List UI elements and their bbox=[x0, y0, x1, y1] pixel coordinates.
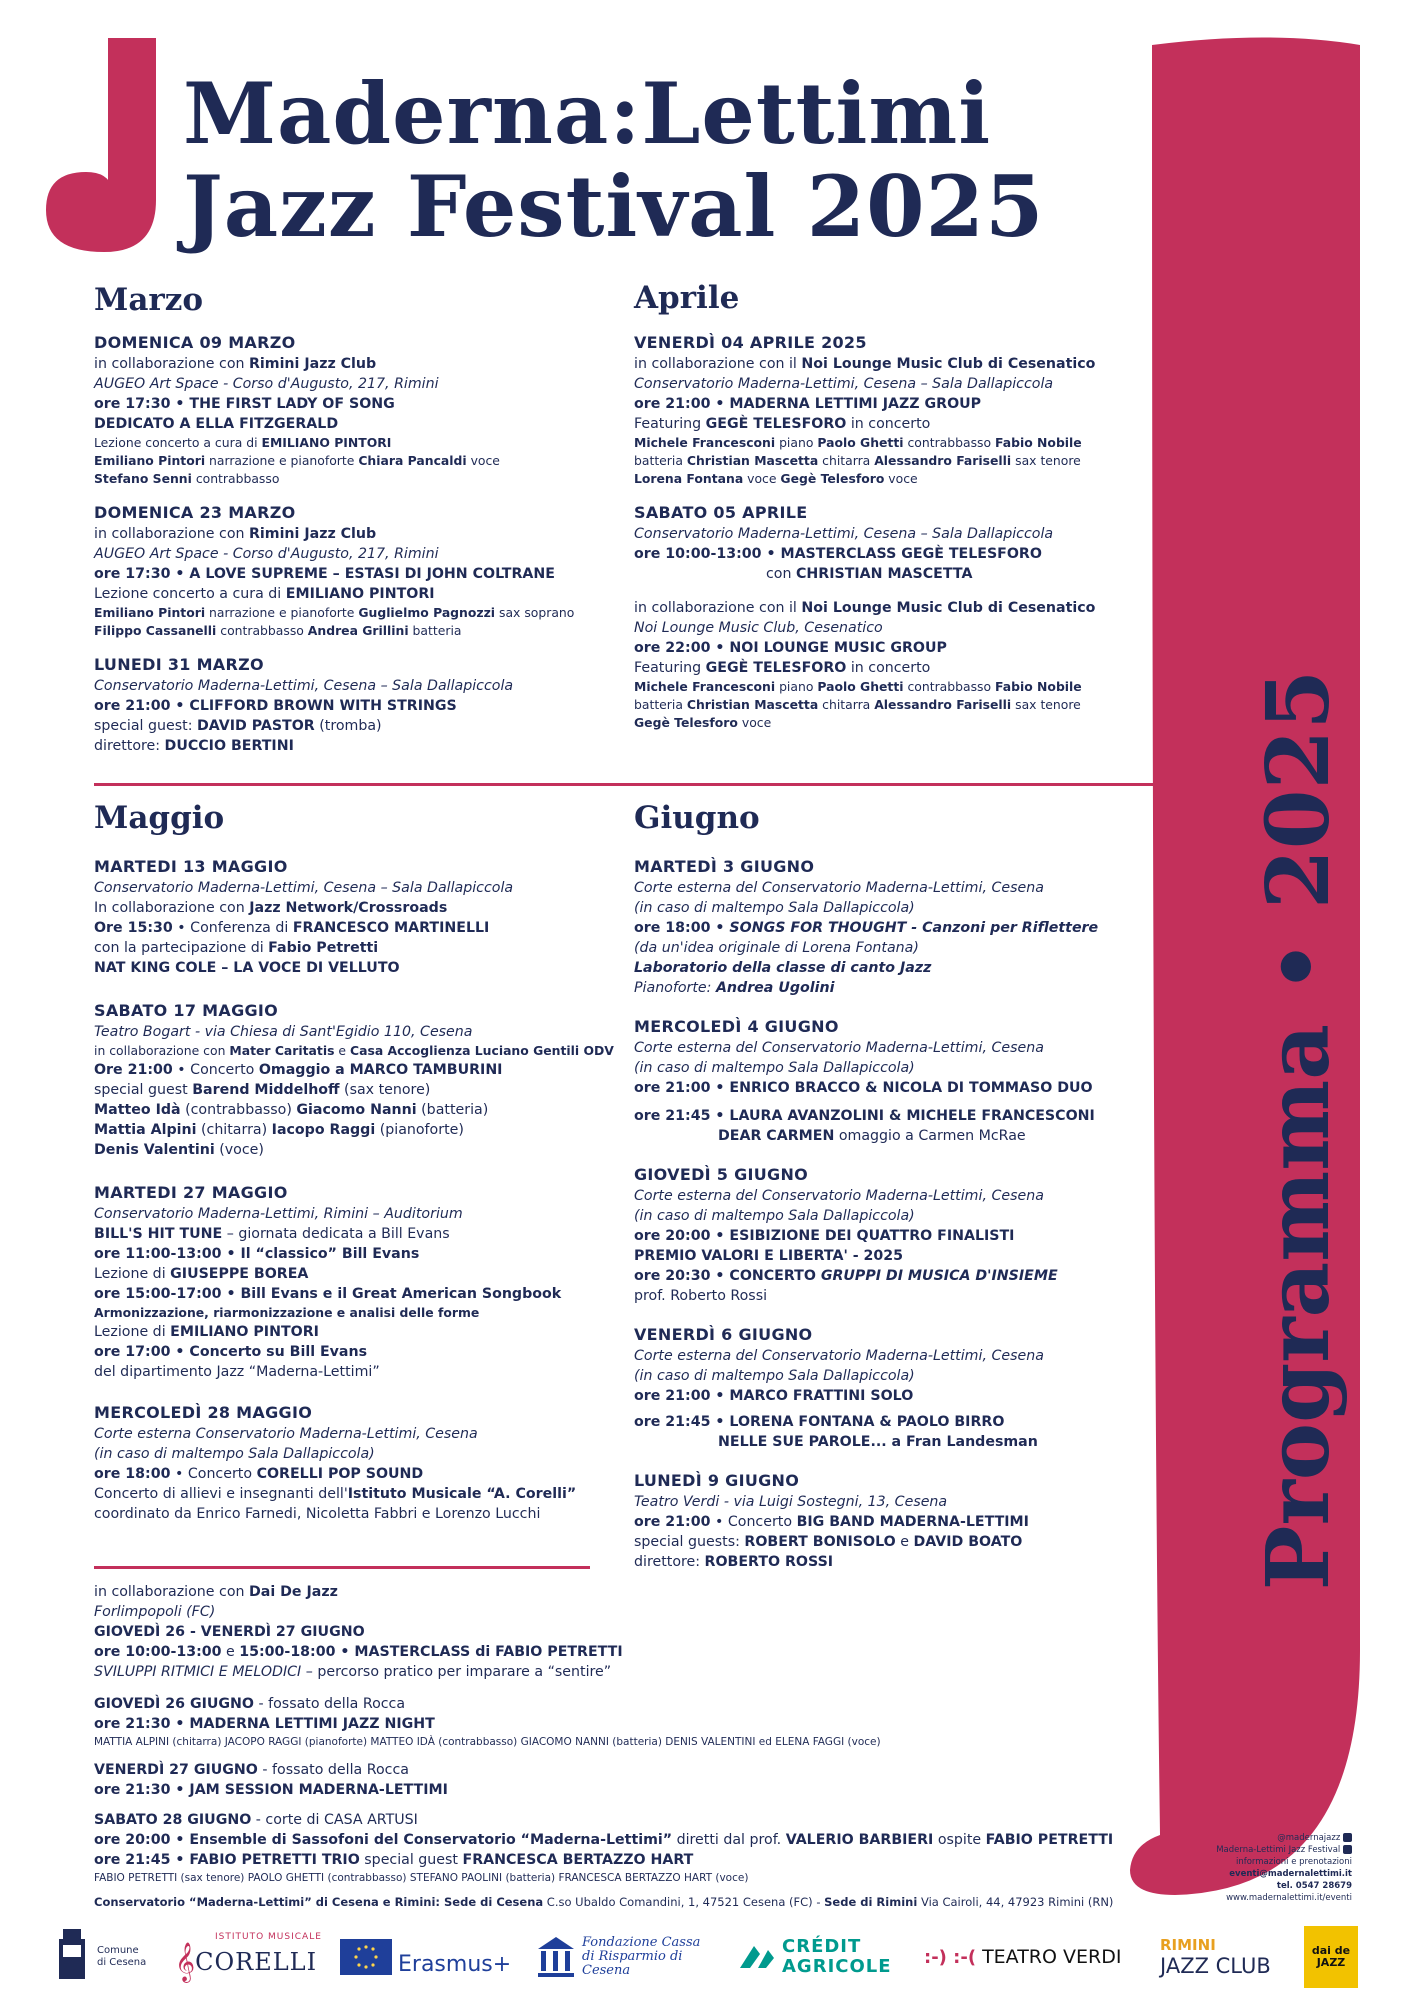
event-venue: - fossato della Rocca bbox=[253, 1696, 406, 1712]
j-logo-mark bbox=[46, 38, 156, 252]
feat-pre: Featuring bbox=[634, 416, 706, 432]
event-time-title: ore 17:30 • THE FIRST LADY OF SONG bbox=[94, 396, 395, 412]
event-note: del dipartimento Jazz “Maderna-Lettimi” bbox=[94, 1364, 380, 1380]
event-title: SVILUPPI RITMICI E MELODICI bbox=[94, 1664, 302, 1680]
logo-credit-text-1: CRÉDIT bbox=[782, 1936, 862, 1957]
logo-dai-de-jazz bbox=[1304, 1922, 1358, 1992]
logo-credit-text-2: AGRICOLE bbox=[782, 1956, 892, 1977]
marzo-column bbox=[94, 332, 614, 770]
collab-mid: e bbox=[334, 1043, 350, 1058]
role: batteria bbox=[634, 453, 687, 468]
musician: Michele Francesconi bbox=[634, 435, 776, 450]
event-time-title: ore 21:45 • LAURA AVANZOLINI & MICHELE FRANCESCONI bbox=[634, 1108, 1095, 1124]
director-name: VALERIO BARBIERI bbox=[785, 1832, 934, 1848]
collab-pre: in collaborazione con il bbox=[634, 356, 802, 372]
event-time: Ore 21:00 bbox=[94, 1062, 173, 1078]
musician: Iacopo Raggi bbox=[271, 1122, 376, 1138]
musician: Mattia Alpini bbox=[94, 1122, 197, 1138]
side-label: Programma • 2025 bbox=[1248, 669, 1349, 1591]
contact-info-label: informazioni e prenotazioni bbox=[1235, 1857, 1352, 1867]
aprile-column bbox=[634, 332, 1154, 746]
collab-name: Rimini Jazz Club bbox=[249, 526, 377, 542]
dai-de-jazz-section bbox=[94, 1582, 1154, 1886]
event-title-2: DEDICATO A ELLA FITZGERALD bbox=[94, 416, 339, 432]
role: voce bbox=[884, 471, 918, 486]
event-time: ore 10:00-13:00 bbox=[94, 1644, 222, 1660]
role: narrazione e pianoforte bbox=[205, 605, 359, 620]
facebook-icon[interactable] bbox=[1343, 1845, 1352, 1854]
event-title: GRUPPI DI MUSICA D'INSIEME bbox=[820, 1268, 1058, 1284]
lesson-name: EMILIANO PINTORI bbox=[285, 586, 435, 602]
director-pre: direttore: bbox=[634, 1554, 705, 1570]
event-time-title: ore 15:00-17:00 • Bill Evans e il Great American Songbook bbox=[94, 1286, 562, 1302]
event-venue: Corte esterna del Conservatorio Maderna-Lettimi, Cesena bbox=[634, 880, 1044, 896]
event-time-title: ore 21:00 • ENRICO BRACCO & NICOLA DI TOMMASO DUO bbox=[634, 1080, 1093, 1096]
musician: Filippo Cassanelli bbox=[94, 623, 217, 638]
event-time-title: ore 21:45 • FABIO PETRETTI TRIO bbox=[94, 1852, 360, 1868]
event-day: DOMENICA 09 MARZO bbox=[94, 333, 296, 352]
guest-role: (sax tenore) bbox=[339, 1082, 431, 1098]
instagram-handle[interactable]: @madernajazz bbox=[1277, 1833, 1341, 1843]
event-title: NAT KING COLE – LA VOCE DI VELLUTO bbox=[94, 960, 400, 976]
event-note: prof. Roberto Rossi bbox=[634, 1288, 768, 1304]
role: sax tenore bbox=[1011, 697, 1081, 712]
logo-rimini-text-2: JAZZ CLUB bbox=[1160, 1954, 1271, 1978]
guest-name: FABIO PETRETTI bbox=[985, 1832, 1114, 1848]
event-day: MERCOLEDÌ 28 MAGGIO bbox=[94, 1403, 313, 1422]
logo-fondazione bbox=[536, 1922, 712, 1992]
event-giugno-3 bbox=[634, 856, 1144, 998]
guest-name: Barend Middelhoff bbox=[192, 1082, 340, 1098]
logo-corelli-top: ISTITUTO MUSICALE bbox=[215, 1932, 322, 1942]
event-aprile-04 bbox=[634, 332, 1154, 488]
logo-erasmus-text: Erasmus+ bbox=[398, 1951, 512, 1977]
event-venue: Conservatorio Maderna-Lettimi, Cesena – Sala Dallapiccola bbox=[94, 880, 514, 896]
role: voce bbox=[737, 715, 772, 730]
lesson-pre: Lezione concerto a cura di bbox=[94, 435, 262, 450]
event-day: LUNEDÌ 9 GIUGNO bbox=[634, 1471, 800, 1490]
role: sax tenore bbox=[1011, 453, 1081, 468]
logo-erasmus bbox=[340, 1922, 511, 1992]
bottom-divider bbox=[94, 1566, 590, 1569]
conc-pre: • Concerto bbox=[170, 1466, 257, 1482]
logo-corelli-text: CORELLI bbox=[195, 1948, 318, 1976]
eu-flag-icon bbox=[340, 1939, 392, 1975]
event-giugno-5 bbox=[634, 1164, 1144, 1306]
musician: Emiliano Pintori bbox=[94, 453, 206, 468]
event-venue-alt: (in caso di maltempo Sala Dallapiccola) bbox=[634, 900, 915, 916]
bill-title: BILL'S HIT TUNE bbox=[94, 1226, 223, 1242]
bill-post: – giornata dedicata a Bill Evans bbox=[222, 1226, 450, 1242]
musician: Chiara Pancaldi bbox=[358, 453, 467, 468]
event-day: SABATO 05 APRILE bbox=[634, 503, 808, 522]
event-time-title: ore 21:30 • MADERNA LETTIMI JAZZ NIGHT bbox=[94, 1716, 435, 1732]
event-subtitle: Armonizzazione, riarmonizzazione e analisi delle forme bbox=[94, 1305, 480, 1320]
month-aprile: Aprile bbox=[634, 280, 740, 316]
event-venue: Corte esterna del Conservatorio Maderna-Lettimi, Cesena bbox=[634, 1040, 1044, 1056]
logo-credit-agricole bbox=[736, 1922, 892, 1992]
musician: Andrea Grillini bbox=[307, 623, 409, 638]
role: contrabbasso bbox=[903, 435, 996, 450]
month-maggio: Maggio bbox=[94, 800, 225, 836]
role: (voce) bbox=[214, 1142, 264, 1158]
note-name: Istituto Musicale “A. Corelli” bbox=[347, 1486, 577, 1502]
collab-pre: in collaborazione con bbox=[94, 1584, 249, 1600]
collab-name: Dai De Jazz bbox=[249, 1584, 338, 1600]
event-time-title: 15:00-18:00 • MASTERCLASS di FABIO PETRETTI bbox=[239, 1644, 623, 1660]
musician: Guglielmo Pagnozzi bbox=[358, 605, 496, 620]
collab-name: Jazz Network/Crossroads bbox=[249, 900, 448, 916]
event-subtitle: – percorso pratico per imparare a “sentire” bbox=[301, 1664, 612, 1680]
role: (pianoforte) bbox=[375, 1122, 464, 1138]
lesson-pre: Lezione di bbox=[94, 1324, 171, 1340]
event-venue: Corte esterna Conservatorio Maderna-Lettimi, Cesena bbox=[94, 1426, 478, 1442]
collab-name: Rimini Jazz Club bbox=[249, 356, 377, 372]
musician: Michele Francesconi bbox=[634, 679, 776, 694]
event-day: SABATO 17 MAGGIO bbox=[94, 1001, 279, 1020]
feat-name: GEGÈ TELESFORO bbox=[705, 660, 847, 676]
event-lineup: MATTIA ALPINI (chitarra) JACOPO RAGGI (pianoforte) MATTEO IDÀ (contrabbasso) GIACOMO NANNI (batteria) DENIS VALENTINI ed ELENA FAGGI (voce) bbox=[94, 1736, 881, 1748]
event-maggio-27 bbox=[94, 1182, 614, 1382]
musician: Paolo Ghetti bbox=[817, 435, 904, 450]
event-day: VENERDÌ 04 APRILE 2025 bbox=[634, 333, 867, 352]
feat-post: in concerto bbox=[846, 660, 931, 676]
lesson-pre: Lezione di bbox=[94, 1266, 171, 1282]
musician: Stefano Senni bbox=[94, 471, 192, 486]
logo-teatro-text: TEATRO VERDI bbox=[982, 1946, 1122, 1968]
logo-comune-text: Comune di Cesena bbox=[97, 1945, 147, 1968]
part-name: Fabio Petretti bbox=[268, 940, 379, 956]
event-venue: Conservatorio Maderna-Lettimi, Cesena – Sala Dallapiccola bbox=[94, 678, 514, 694]
sponsor-logos bbox=[50, 1922, 1370, 1992]
part-pre: con la partecipazione di bbox=[94, 940, 269, 956]
conf-pre: • Conferenza di bbox=[172, 920, 293, 936]
event-day: MARTEDI 13 MAGGIO bbox=[94, 857, 288, 876]
conf-name: FRANCESCO MARTINELLI bbox=[292, 920, 490, 936]
role: sax soprano bbox=[495, 605, 575, 620]
event-giugno-4 bbox=[634, 1016, 1144, 1146]
event-time-title: ore 20:00 • Ensemble di Sassofoni del Conservatorio “Maderna-Lettimi” bbox=[94, 1832, 673, 1848]
logo-dai-de-jazz-text: dai de JAZZ bbox=[1304, 1926, 1358, 1988]
event-day: VENERDÌ 6 GIUGNO bbox=[634, 1325, 813, 1344]
logo-teatro-verdi bbox=[924, 1922, 1121, 1992]
collab-name: Casa Accoglienza Luciano Gentili ODV bbox=[349, 1043, 614, 1058]
event-venue: Conservatorio Maderna-Lettimi, Cesena – Sala Dallapiccola bbox=[634, 526, 1054, 542]
lesson-pre: Lezione concerto a cura di bbox=[94, 586, 286, 602]
event-venue: Conservatorio Maderna-Lettimi, Rimini – Auditorium bbox=[94, 1206, 463, 1222]
director-name: DUCCIO BERTINI bbox=[164, 738, 294, 754]
role: piano bbox=[775, 679, 818, 694]
event-venue-alt: (in caso di maltempo Sala Dallapiccola) bbox=[94, 1446, 375, 1462]
contact-email[interactable]: eventi@madernalettimi.it bbox=[1229, 1869, 1352, 1879]
event-marzo-09 bbox=[94, 332, 614, 488]
role: voce bbox=[466, 453, 500, 468]
footer-address bbox=[94, 1895, 1113, 1909]
musician: Alessandro Fariselli bbox=[874, 453, 1012, 468]
guest-pre: special guests: bbox=[634, 1534, 745, 1550]
conc-name: CORELLI POP SOUND bbox=[256, 1466, 424, 1482]
event-day: LUNEDI 31 MARZO bbox=[94, 655, 264, 674]
collab-pre: In collaborazione con bbox=[94, 900, 250, 916]
event-venue: Teatro Verdi - via Luigi Sostegni, 13, Cesena bbox=[634, 1494, 948, 1510]
event-venue-alt: (in caso di maltempo Sala Dallapiccola) bbox=[634, 1368, 915, 1384]
piano-name: Andrea Ugolini bbox=[715, 980, 835, 996]
event-venue: Forlimpopoli (FC) bbox=[94, 1604, 216, 1620]
guest-pre: special guest bbox=[94, 1082, 193, 1098]
musician: Gegè Telesforo bbox=[780, 471, 885, 486]
musician: Paolo Ghetti bbox=[817, 679, 904, 694]
collab-pre: in collaborazione con bbox=[94, 526, 249, 542]
conc-pre: • Concerto bbox=[172, 1062, 259, 1078]
footer-cesena-address: C.so Ubaldo Comandini, 1, 47521 Cesena (FC) - bbox=[543, 1895, 825, 1909]
event-time-title: ore 21:45 • LORENA FONTANA & PAOLO BIRRO bbox=[634, 1414, 1005, 1430]
role: contrabbasso bbox=[903, 679, 996, 694]
guest-name: DAVID BOATO bbox=[913, 1534, 1023, 1550]
month-giugno: Giugno bbox=[634, 800, 760, 836]
event-note: ospite bbox=[933, 1832, 986, 1848]
event-day: SABATO 28 GIUGNO bbox=[94, 1812, 252, 1828]
director-name: ROBERTO ROSSI bbox=[704, 1554, 834, 1570]
event-day: MERCOLEDÌ 4 GIUGNO bbox=[634, 1017, 839, 1036]
collab-name: Noi Lounge Music Club di Cesenatico bbox=[801, 356, 1096, 372]
lesson-name: GIUSEPPE BOREA bbox=[170, 1266, 309, 1282]
maggio-column bbox=[94, 856, 614, 1538]
collab-name: Mater Caritatis bbox=[229, 1043, 335, 1058]
event-time-title: ore 17:00 • Concerto su Bill Evans bbox=[94, 1344, 368, 1360]
footer-rimini-address: Via Cairoli, 44, 47923 Rimini (RN) bbox=[917, 1895, 1114, 1909]
conj: e bbox=[221, 1644, 240, 1660]
credit-agricole-icon bbox=[736, 1940, 776, 1974]
logo-fondazione-text: Fondazione Cassa di Risparmio di Cesena bbox=[582, 1935, 701, 1978]
event-time: ore 18:00 • bbox=[634, 920, 730, 936]
event-time-title: ore 21:00 • MADERNA LETTIMI JAZZ GROUP bbox=[634, 396, 982, 412]
conc-pre: • Concerto bbox=[710, 1514, 797, 1530]
event-time-title: ore 17:30 • A LOVE SUPREME – ESTASI DI JOHN COLTRANE bbox=[94, 566, 555, 582]
feat-post: in concerto bbox=[846, 416, 931, 432]
role: narrazione e pianoforte bbox=[205, 453, 359, 468]
event-time-title: ore 21:00 • CLIFFORD BROWN WITH STRINGS bbox=[94, 698, 457, 714]
musician: Denis Valentini bbox=[94, 1142, 215, 1158]
collab-name: Noi Lounge Music Club di Cesenatico bbox=[801, 600, 1096, 616]
event-venue: Corte esterna del Conservatorio Maderna-Lettimi, Cesena bbox=[634, 1348, 1044, 1364]
event-day: GIOVEDÌ 26 - VENERDÌ 27 GIUGNO bbox=[94, 1624, 365, 1640]
event-day: GIOVEDÌ 5 GIUGNO bbox=[634, 1165, 809, 1184]
feat-name: GEGÈ TELESFORO bbox=[705, 416, 847, 432]
role: (chitarra) bbox=[196, 1122, 272, 1138]
event-note: diretti dal prof. bbox=[672, 1832, 786, 1848]
event-venue: - corte di CASA ARTUSI bbox=[251, 1812, 418, 1828]
footer-rimini-label: Sede di Rimini bbox=[824, 1895, 918, 1909]
event-venue: Corte esterna del Conservatorio Maderna-Lettimi, Cesena bbox=[634, 1188, 1044, 1204]
section-divider bbox=[94, 783, 1154, 786]
contact-phone: tel. 0547 28679 bbox=[1276, 1881, 1352, 1891]
collab-pre: in collaborazione con il bbox=[634, 600, 802, 616]
event-time-title: ore 21:00 • MARCO FRATTINI SOLO bbox=[634, 1388, 914, 1404]
con-name: CHRISTIAN MASCETTA bbox=[795, 566, 973, 582]
footer-cesena-label: Conservatorio “Maderna-Lettimi” di Cesena e Rimini: Sede di Cesena bbox=[94, 1895, 544, 1909]
musician: Giacomo Nanni bbox=[296, 1102, 417, 1118]
director-pre: direttore: bbox=[94, 738, 165, 754]
role: batteria bbox=[408, 623, 462, 638]
event-giugno-6 bbox=[634, 1324, 1144, 1452]
musician: Gegè Telesforo bbox=[634, 715, 738, 730]
role: contrabbasso bbox=[191, 471, 280, 486]
event-day: DOMENICA 23 MARZO bbox=[94, 503, 296, 522]
feat-pre: Featuring bbox=[634, 660, 706, 676]
guest-name: ROBERT BONISOLO bbox=[744, 1534, 896, 1550]
event-lab: Laboratorio della classe di canto Jazz bbox=[634, 960, 932, 976]
theatre-masks-icon: :-) :-( bbox=[924, 1946, 977, 1968]
logo-rimini-text-1: RIMINI bbox=[1160, 1936, 1216, 1954]
event-day: VENERDÌ 27 GIUGNO bbox=[94, 1762, 258, 1778]
event-venue-alt: (in caso di maltempo Sala Dallapiccola) bbox=[634, 1060, 915, 1076]
event-title: PREMIO VALORI E LIBERTA' - 2025 bbox=[634, 1248, 904, 1264]
event-time-title: ore 21:30 • JAM SESSION MADERNA-LETTIMI bbox=[94, 1782, 448, 1798]
role: voce bbox=[743, 471, 781, 486]
event-venue: AUGEO Art Space - Corso d'Augusto, 217, Rimini bbox=[94, 546, 439, 562]
event-maggio-17 bbox=[94, 1000, 614, 1160]
logo-corelli bbox=[175, 1922, 322, 1992]
event-lineup: FABIO PETRETTI (sax tenore) PAOLO GHETTI (contrabbasso) STEFANO PAOLINI (batteria) FRANCESCA BERTAZZO HART (voce) bbox=[94, 1872, 749, 1884]
event-title: SONGS FOR THOUGHT - Canzoni per Riflettere bbox=[729, 920, 1099, 936]
event-venue: Teatro Bogart - via Chiesa di Sant'Egidio 110, Cesena bbox=[94, 1024, 473, 1040]
facebook-page[interactable]: Maderna-Lettimi Jazz Festival bbox=[1216, 1845, 1341, 1855]
event-venue: - fossato della Rocca bbox=[257, 1762, 409, 1778]
event-note: (da un'idea originale di Lorena Fontana) bbox=[634, 940, 919, 956]
event-venue: AUGEO Art Space - Corso d'Augusto, 217, Rimini bbox=[94, 376, 439, 392]
piano-pre: Pianoforte: bbox=[634, 980, 716, 996]
conc-name: BIG BAND MADERNA-LETTIMI bbox=[796, 1514, 1029, 1530]
role: piano bbox=[775, 435, 818, 450]
logo-comune-cesena bbox=[55, 1922, 147, 1992]
role: chitarra bbox=[818, 697, 875, 712]
logo-rimini-jazz-club bbox=[1160, 1922, 1271, 1992]
event-marzo-31 bbox=[94, 654, 614, 756]
lesson-name: EMILIANO PINTORI bbox=[170, 1324, 319, 1340]
event-maggio-28 bbox=[94, 1402, 614, 1524]
musician: Fabio Nobile bbox=[995, 435, 1082, 450]
collab-pre: in collaborazione con bbox=[94, 356, 249, 372]
event-time-title: ore 22:00 • NOI LOUNGE MUSIC GROUP bbox=[634, 640, 947, 656]
event-time-title: ore 11:00-13:00 • Il “classico” Bill Evans bbox=[94, 1246, 420, 1262]
coat-of-arms-icon bbox=[55, 1925, 89, 1989]
giugno-column bbox=[634, 856, 1144, 1586]
conc-name: Omaggio a MARCO TAMBURINI bbox=[258, 1062, 503, 1078]
contact-block bbox=[1172, 1832, 1352, 1904]
title-line-1: Maderna:Lettimi bbox=[183, 64, 992, 163]
guest-name: DAVID PASTOR bbox=[196, 718, 315, 734]
con-pre: con bbox=[766, 566, 796, 582]
event-day: MARTEDI 27 MAGGIO bbox=[94, 1183, 288, 1202]
musician: Christian Mascetta bbox=[686, 453, 819, 468]
guest-name: FRANCESCA BERTAZZO HART bbox=[462, 1852, 694, 1868]
role: (batteria) bbox=[416, 1102, 489, 1118]
event-note: special guest bbox=[359, 1852, 463, 1868]
guest-mid: e bbox=[895, 1534, 914, 1550]
event-note: coordinato da Enrico Farnedi, Nicoletta Fabbri e Lorenzo Lucchi bbox=[94, 1506, 541, 1522]
guest-role: (tromba) bbox=[314, 718, 382, 734]
event-time-title: ore 10:00-13:00 • MASTERCLASS GEGÈ TELESFORO bbox=[634, 546, 1042, 562]
role: batteria bbox=[634, 697, 687, 712]
temple-icon bbox=[536, 1935, 576, 1979]
event-maggio-13 bbox=[94, 856, 614, 978]
musician: Alessandro Fariselli bbox=[874, 697, 1012, 712]
collab-pre: in collaborazione con bbox=[94, 1043, 230, 1058]
musician: Lorena Fontana bbox=[634, 471, 744, 486]
musician: Fabio Nobile bbox=[995, 679, 1082, 694]
event-day: MARTEDÌ 3 GIUGNO bbox=[634, 857, 815, 876]
event-time: ore 18:00 bbox=[94, 1466, 171, 1482]
musician: Emiliano Pintori bbox=[94, 605, 206, 620]
event-title: DEAR CARMEN bbox=[718, 1128, 835, 1144]
event-day: GIOVEDÌ 26 GIUGNO bbox=[94, 1696, 254, 1712]
role: (contrabbasso) bbox=[180, 1102, 297, 1118]
event-time: ore 21:00 bbox=[634, 1514, 711, 1530]
role: contrabbasso bbox=[216, 623, 308, 638]
role: chitarra bbox=[818, 453, 875, 468]
title-line-2: Jazz Festival 2025 bbox=[183, 157, 1045, 256]
event-subtitle: omaggio a Carmen McRae bbox=[834, 1128, 1026, 1144]
event-title: NELLE SUE PAROLE... a Fran Landesman bbox=[718, 1434, 1038, 1450]
event-time: Ore 15:30 bbox=[94, 920, 173, 936]
event-time-title: ore 20:30 • CONCERTO bbox=[634, 1268, 821, 1284]
musician: Matteo Idà bbox=[94, 1102, 181, 1118]
note-pre: Concerto di allievi e insegnanti dell' bbox=[94, 1486, 348, 1502]
contact-website[interactable]: www.madernalettimi.it/eventi bbox=[1226, 1893, 1352, 1903]
event-venue: Conservatorio Maderna-Lettimi, Cesena – Sala Dallapiccola bbox=[634, 376, 1054, 392]
musician: Christian Mascetta bbox=[686, 697, 819, 712]
month-marzo: Marzo bbox=[94, 282, 204, 318]
guest-pre: special guest: bbox=[94, 718, 197, 734]
event-time-title: ore 20:00 • ESIBIZIONE DEI QUATTRO FINALISTI bbox=[634, 1228, 1015, 1244]
event-venue: Noi Lounge Music Club, Cesenatico bbox=[634, 620, 883, 636]
event-giugno-9 bbox=[634, 1470, 1144, 1572]
instagram-icon[interactable] bbox=[1343, 1833, 1352, 1842]
event-marzo-23 bbox=[94, 502, 614, 640]
event-aprile-05 bbox=[634, 502, 1154, 732]
treble-clef-icon: 𝄞 bbox=[175, 1942, 196, 1982]
event-venue-alt: (in caso di maltempo Sala Dallapiccola) bbox=[634, 1208, 915, 1224]
lesson-name: EMILIANO PINTORI bbox=[261, 435, 392, 450]
